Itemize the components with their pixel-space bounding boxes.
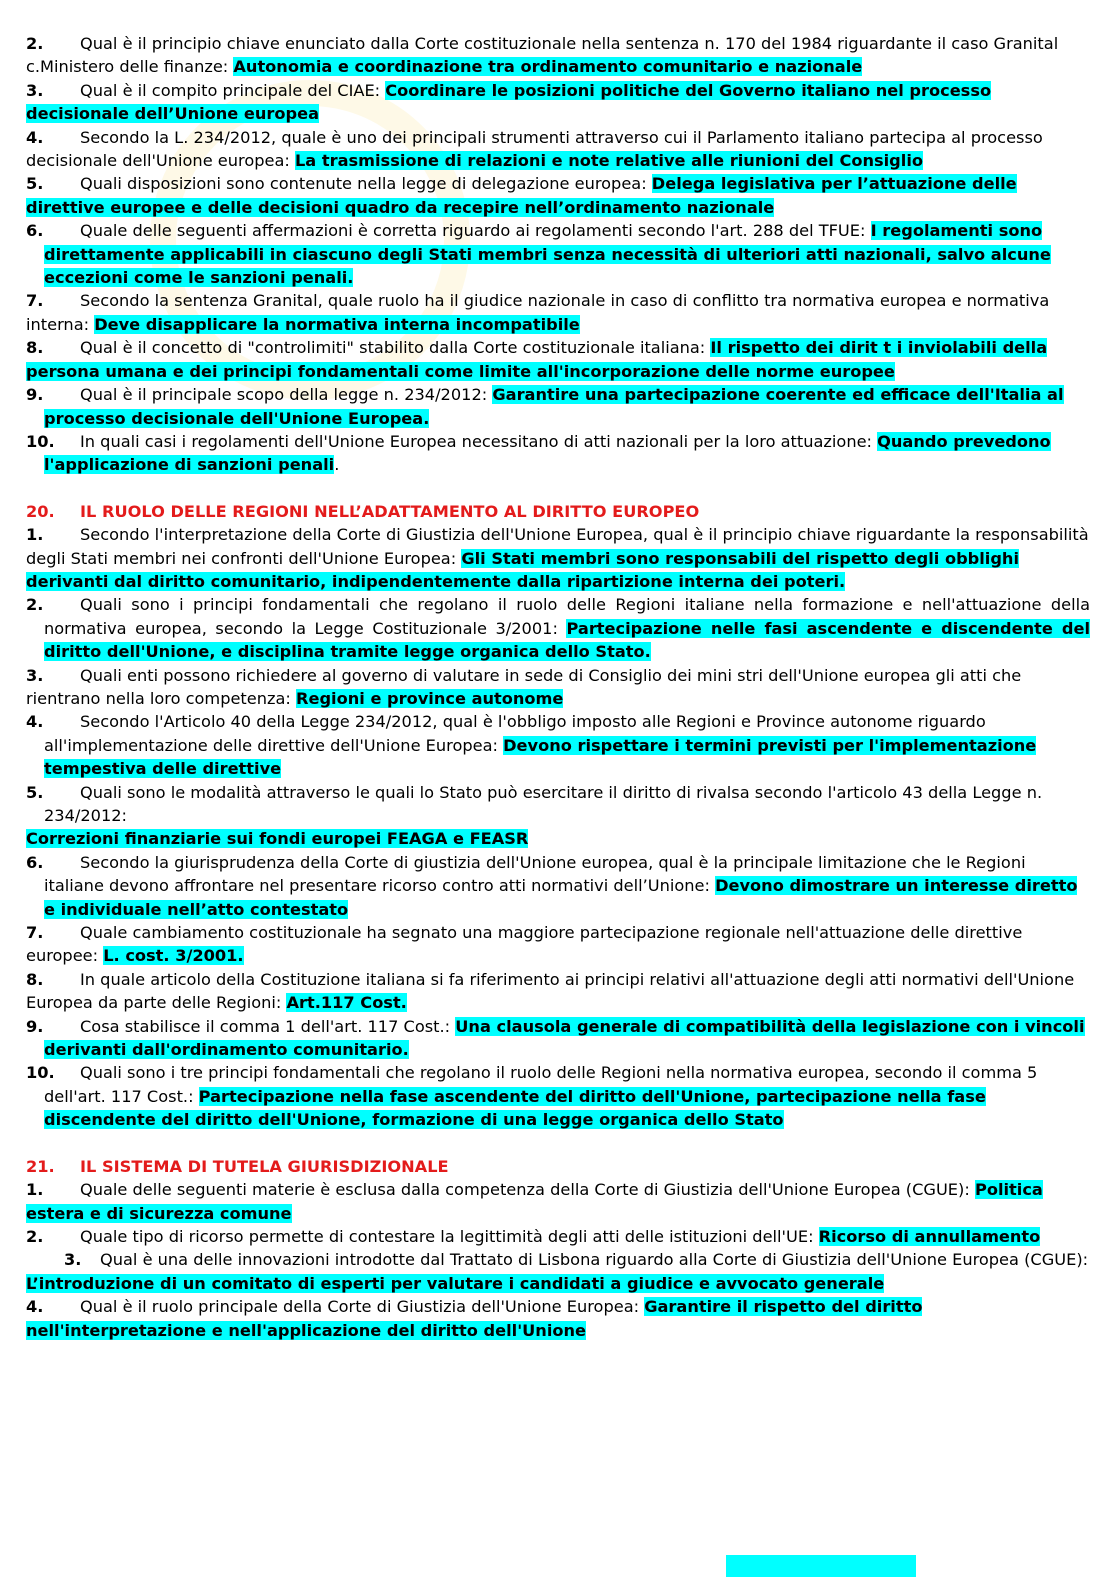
question-text: Qual è il compito principale del CIAE: <box>80 80 386 100</box>
answer-highlight: Partecipazione nelle fasi ascendente e discendente del diritto dell'Unione, e disciplina tramite legge organica dello Stato. <box>44 618 1091 662</box>
question-text: Secondo la sentenza Granital, quale ruolo ha il giudice nazionale in caso di conflitto tra normativa europea e normativa interna: <box>26 291 1050 334</box>
question-item <box>26 289 1090 336</box>
answer-highlight: La trasmissione di relazioni e note relative alle riunioni del Consiglio <box>294 151 923 171</box>
question-number: 5. <box>26 782 44 802</box>
answer-highlight: Quando prevedono l'applicazione di sanzioni penali <box>44 431 1051 475</box>
question-text: In quale articolo della Costituzione italiana si fa riferimento ai principi relativi all'attuazione degli atti normativi dell'Unione Europea da parte delle Regioni: <box>26 969 1075 1013</box>
question-text: Qual è una delle innovazioni introdotte dal Trattato di Lisbona riguardo alla Corte di Giustizia dell'Unione Europea (CGUE): <box>100 1250 1089 1270</box>
answer-highlight: Correzioni finanziarie sui fondi europei FEAGA e FEASR <box>26 829 529 849</box>
question-text: Secondo l'interpretazione della Corte di Giustizia dell'Unione Europea, qual è il principio chiave riguardante la responsabilità degli Stati membri nei confronti dell'Unione Europea: <box>26 525 1089 568</box>
question-text: Quali enti possono richiedere al governo di valutare in sede di Consiglio dei mini stri dell'Unione europea gli atti che rientrano nella loro competenza: <box>26 665 1022 708</box>
question-item <box>26 430 1090 477</box>
answer-tail: . <box>334 455 340 475</box>
question-text: Quale tipo di ricorso permette di contestare la legittimità degli atti delle istituzioni dell'UE: <box>80 1226 819 1246</box>
question-number: 6. <box>26 852 44 872</box>
question-number: 9. <box>26 1016 44 1036</box>
question-number: 8. <box>26 338 44 358</box>
question-item <box>26 781 1090 828</box>
qa-list-21 <box>26 1178 1090 1342</box>
answer-highlight: Il rispetto dei dirit t i inviolabili della persona umana e dei principi fondamentali come limite all'incorporazione delle norme europee <box>26 338 1048 381</box>
question-text: Qual è il principale scopo della legge n. 234/2012: <box>80 385 493 405</box>
question-number: 10. <box>26 1063 55 1083</box>
question-text: Quali sono i tre principi fondamentali che regolano il ruolo delle Regioni nella normativa europea, secondo il comma 5 dell'art. 117 Cost.: <box>44 1063 1038 1106</box>
answer-highlight: Coordinare le posizioni politiche del Governo italiano nel processo decisionale dell’Unione europea <box>26 80 992 124</box>
question-text: In quali casi i regolamenti dell'Unione Europea necessitano di atti nazionali per la loro attuazione: <box>80 431 878 451</box>
question-item <box>26 523 1090 593</box>
answer-highlight: Art.117 Cost. <box>286 993 407 1013</box>
answer-highlight: L’introduzione di un comitato di esperti per valutare i candidati a giudice e avvocato generale <box>26 1273 885 1293</box>
question-item <box>26 172 1090 219</box>
answer-line <box>26 1272 1090 1295</box>
question-text: Quali disposizioni sono contenute nella legge di delegazione europea: <box>80 174 652 194</box>
question-number: 4. <box>26 1297 44 1317</box>
answer-highlight: Devono rispettare i termini previsti per l'implementazione tempestiva delle direttive <box>44 735 1037 779</box>
question-number: 2. <box>26 1226 44 1246</box>
question-item <box>26 32 1090 79</box>
answer-highlight: Delega legislativa per l’attuazione delle direttive europee e delle decisioni quadro da recepire nell’ordinamento nazionale <box>26 174 1017 217</box>
question-text: Secondo l'Articolo 40 della Legge 234/2012, qual è l'obbligo imposto alle Regioni e Province autonome riguardo all'implementazione delle direttive dell'Unione Europea: <box>44 712 986 755</box>
question-item <box>26 1015 1090 1062</box>
highlight-fragment <box>726 1555 916 1577</box>
question-text: Quali sono i principi fondamentali che regolano il ruolo delle Regioni italiane nella formazione e nell'attuazione della normativa europea, secondo la Legge Costituzionale 3/2001: <box>44 595 1090 638</box>
question-number: 4. <box>26 712 44 732</box>
question-item <box>26 1061 1090 1131</box>
answer-highlight: Una clausola generale di compatibilità della legislazione con i vincoli derivanti dall'ordinamento comunitario. <box>44 1016 1085 1060</box>
question-number: 8. <box>26 969 44 989</box>
question-text: Quale cambiamento costituzionale ha segnato una maggiore partecipazione regionale nell'attuazione delle direttive europee: <box>26 923 1023 966</box>
question-item <box>26 593 1090 663</box>
question-number: 3. <box>26 665 44 685</box>
question-number: 9. <box>26 385 44 405</box>
question-number: 10. <box>26 431 55 451</box>
answer-highlight: Politica estera e di sicurezza comune <box>26 1180 1043 1223</box>
question-item <box>26 383 1090 430</box>
question-item <box>26 968 1090 1015</box>
answer-highlight: Gli Stati membri sono responsabili del rispetto degli obblighi derivanti dal diritto comunitario, indipendentemente dalla ripartizione interna dei poteri. <box>26 548 1020 591</box>
question-text: Qual è il ruolo principale della Corte di Giustizia dell'Unione Europea: <box>80 1297 645 1317</box>
question-item <box>26 1295 1090 1342</box>
section-number: 20. <box>26 501 55 521</box>
question-item <box>26 664 1090 711</box>
question-item <box>26 126 1090 173</box>
question-number: 3. <box>64 1250 82 1270</box>
answer-highlight: Autonomia e coordinazione tra ordinamento comunitario e nazionale <box>233 57 863 77</box>
question-number: 1. <box>26 1180 44 1200</box>
answer-highlight: Ricorso di annullamento <box>818 1226 1041 1246</box>
answer-highlight: Garantire una partecipazione coerente ed efficace dell'Italia al processo decisionale dell'Unione Europea. <box>44 385 1064 428</box>
question-text: Quale delle seguenti materie è esclusa dalla competenza della Corte di Giustizia dell'Unione Europea (CGUE): <box>80 1180 975 1200</box>
question-item <box>26 1178 1090 1225</box>
question-item <box>26 79 1090 126</box>
question-text: Secondo la L. 234/2012, quale è uno dei principali strumenti attraverso cui il Parlamento italiano partecipa al processo decisionale dell'Unione europea: <box>26 127 1043 171</box>
question-number: 3. <box>26 80 44 100</box>
answer-highlight: Regioni e province autonome <box>296 688 564 708</box>
question-text: Quali sono le modalità attraverso le quali lo Stato può esercitare il diritto di rivalsa secondo l'articolo 43 della Legge n. 234/2012: <box>44 782 1043 825</box>
question-number: 2. <box>26 595 44 615</box>
qa-list-19 <box>26 32 1090 477</box>
question-item <box>26 710 1090 780</box>
answer-highlight: Garantire il rispetto del diritto nell'interpretazione e nell'applicazione del diritto dell'Unione <box>26 1297 923 1340</box>
document-page <box>26 32 1090 1342</box>
question-number: 4. <box>26 127 44 147</box>
question-number: 2. <box>26 34 44 53</box>
qa-list-20 <box>26 523 1090 1132</box>
question-text: Quale delle seguenti affermazioni è corretta riguardo ai regolamenti secondo l'art. 288 del TFUE: <box>80 221 871 241</box>
question-number: 7. <box>26 923 44 943</box>
section-heading <box>26 1155 1090 1178</box>
question-number: 6. <box>26 221 44 241</box>
question-text: Qual è il principio chiave enunciato dalla Corte costituzionale nella sentenza n. 170 del 1984 riguardante il caso Granital c.Ministero delle finanze: <box>26 34 1059 77</box>
question-text: Qual è il concetto di "controlimiti" stabilito dalla Corte costituzionale italiana: <box>80 338 711 358</box>
question-number: 7. <box>26 291 44 311</box>
section-title: IL RUOLO DELLE REGIONI NELL’ADATTAMENTO AL DIRITTO EUROPEO <box>80 501 700 521</box>
answer-line <box>26 827 1090 850</box>
question-text: Cosa stabilisce il comma 1 dell'art. 117 Cost.: <box>80 1016 456 1036</box>
question-item <box>26 1248 1090 1271</box>
question-item <box>26 851 1090 921</box>
question-number: 5. <box>26 174 44 194</box>
question-item <box>26 921 1090 968</box>
question-number: 1. <box>26 525 44 545</box>
answer-highlight: Partecipazione nella fase ascendente del diritto dell'Unione, partecipazione nella fase discendente del diritto dell'Unione, formazione di una legge organica dello Stato <box>44 1086 986 1130</box>
answer-highlight: Devono dimostrare un interesse diretto e individuale nell’atto contestato <box>44 876 1078 919</box>
answer-highlight: I regolamenti sono direttamente applicabili in ciascuno degli Stati membri senza necessità di ulteriori atti nazionali, salvo alcune eccezioni come le sanzioni penali. <box>44 221 1051 288</box>
question-text: Secondo la giurisprudenza della Corte di giustizia dell'Unione europea, qual è la principale limitazione che le Regioni italiane devono affrontare nel presentare ricorso contro atti normativi dell’Unione: <box>44 852 1026 896</box>
answer-highlight: Deve disapplicare la normativa interna incompatibile <box>94 314 580 334</box>
question-item <box>26 219 1090 289</box>
section-heading <box>26 500 1090 523</box>
question-item <box>26 1225 1090 1248</box>
section-number: 21. <box>26 1156 55 1176</box>
section-title: IL SISTEMA DI TUTELA GIURISDIZIONALE <box>80 1156 449 1176</box>
question-item <box>26 336 1090 383</box>
answer-highlight: L. cost. 3/2001. <box>103 946 244 966</box>
